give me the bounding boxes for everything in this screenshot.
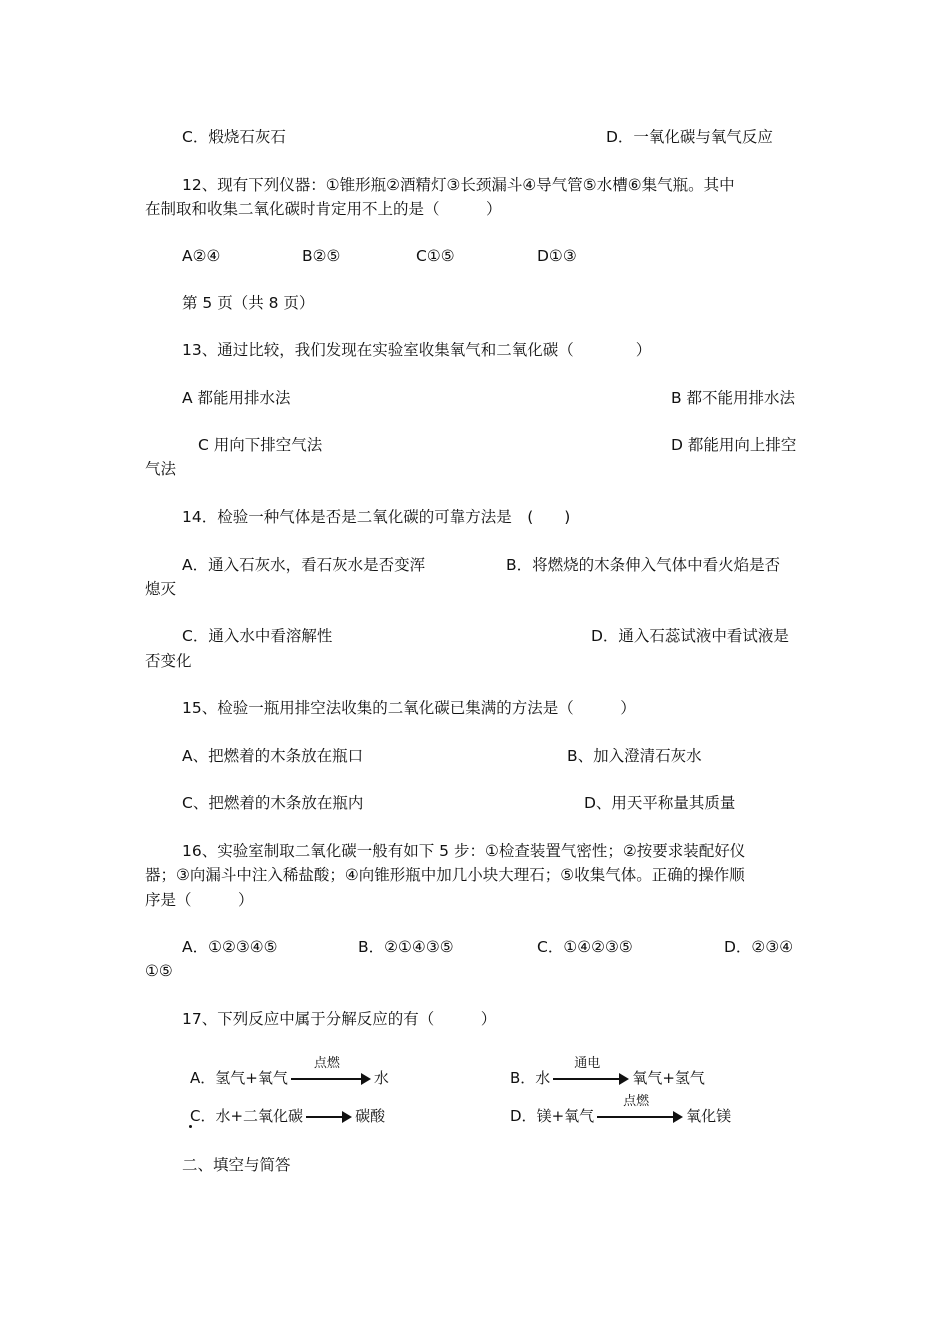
stray-dot [189,1125,192,1128]
q17-b-label: B． [510,1069,536,1087]
q17-equation-c [190,1106,385,1127]
q16-option-d-cont: ①⑤ [145,962,173,980]
section-2-heading: 二、填空与简答 [182,1156,291,1174]
q17-d-label: D． [510,1107,537,1125]
q14-option-c: C．通入水中看溶解性 [182,627,333,645]
q15-option-b: B、加入澄清石灰水 [567,747,702,765]
q13-option-b: B 都不能用排水法 [671,389,796,407]
q17-d-product: 氧化镁 [686,1107,732,1125]
reaction-arrow-icon [553,1055,629,1089]
q16-option-c: C．①④②③⑤ [537,938,633,956]
q17-c-product: 碳酸 [355,1107,386,1125]
q16-stem-line2: 器；③向漏斗中注入稀盐酸；④向锥形瓶中加几小块大理石；⑤收集气体。正确的操作顺 [145,866,745,884]
q12-option-d: D①③ [537,247,577,265]
q16-option-a: A．①②③④⑤ [182,938,278,956]
reaction-arrow-icon [291,1055,371,1089]
reaction-arrow-icon [597,1093,683,1127]
q12-stem-line1: 12、现有下列仪器：①锥形瓶②酒精灯③长颈漏斗④导气管⑤水槽⑥集气瓶。其中 [182,176,735,194]
q12-option-b: B②⑤ [302,247,341,265]
q15-option-c: C、把燃着的木条放在瓶内 [182,794,364,812]
q13-option-d-cont: 气法 [145,460,177,478]
q13-option-a: A 都能用排水法 [182,389,291,407]
q17-a-reactants: 氢气+氧气 [215,1069,288,1087]
q13-option-c: C 用向下排空气法 [198,436,323,454]
q11-option-c: C．煅烧石灰石 [182,128,286,146]
q16-stem-line1: 16、实验室制取二氧化碳一般有如下 5 步：①检查装置气密性；②按要求装配好仪 [182,842,746,860]
q11-option-d: D．一氧化碳与氧气反应 [606,128,773,146]
q12-stem-line2: 在制取和收集二氧化碳时肯定用不上的是（ ） [145,200,502,218]
q15-option-a: A、把燃着的木条放在瓶口 [182,747,364,765]
q17-a-product: 水 [373,1069,389,1087]
q17-d-reactants: 镁+氧气 [536,1107,595,1125]
q17-b-products: 氧气+氢气 [632,1069,705,1087]
reaction-arrow-icon [306,1107,352,1127]
q14-option-b: B．将燃烧的木条伸入气体中看火焰是否 [506,556,781,574]
q14-option-d: D．通入石蕊试液中看试液是 [591,627,789,645]
q17-a-label: A． [190,1069,216,1087]
q17-b-reactants: 水 [535,1069,551,1087]
q12-option-c: C①⑤ [416,247,455,265]
q16-stem-line3: 序是（ ） [145,891,254,909]
q16-option-d: D．②③④ [724,938,794,956]
q15-stem: 15、检验一瓶用排空法收集的二氧化碳已集满的方法是（ ） [182,699,636,717]
q17-equation-b [510,1055,705,1089]
q17-equation-d [510,1093,732,1127]
q14-option-a: A．通入石灰水，看石灰水是否变浑 [182,556,426,574]
page-number: 第 5 页（共 8 页） [182,294,315,312]
q17-d-condition: 点燃 [623,1093,650,1109]
q17-equation-a [190,1055,389,1089]
q14-option-b-cont: 熄灭 [145,580,177,598]
q17-a-condition: 点燃 [313,1055,340,1071]
q15-option-d: D、用天平称量其质量 [584,794,736,812]
q14-option-d-cont: 否变化 [145,652,192,670]
q12-option-a: A②④ [182,247,221,265]
q17-c-label: C． [190,1107,216,1125]
q16-option-b: B．②①④③⑤ [358,938,454,956]
q17-b-condition: 通电 [574,1055,601,1071]
q13-stem: 13、通过比较，我们发现在实验室收集氧气和二氧化碳（ ） [182,341,652,359]
q14-stem: 14．检验一种气体是否是二氧化碳的可靠方法是 ( ) [182,508,571,526]
q17-c-reactants: 水+二氧化碳 [215,1107,304,1125]
q13-option-d: D 都能用向上排空 [671,436,797,454]
q17-stem: 17、下列反应中属于分解反应的有（ ） [182,1010,497,1028]
